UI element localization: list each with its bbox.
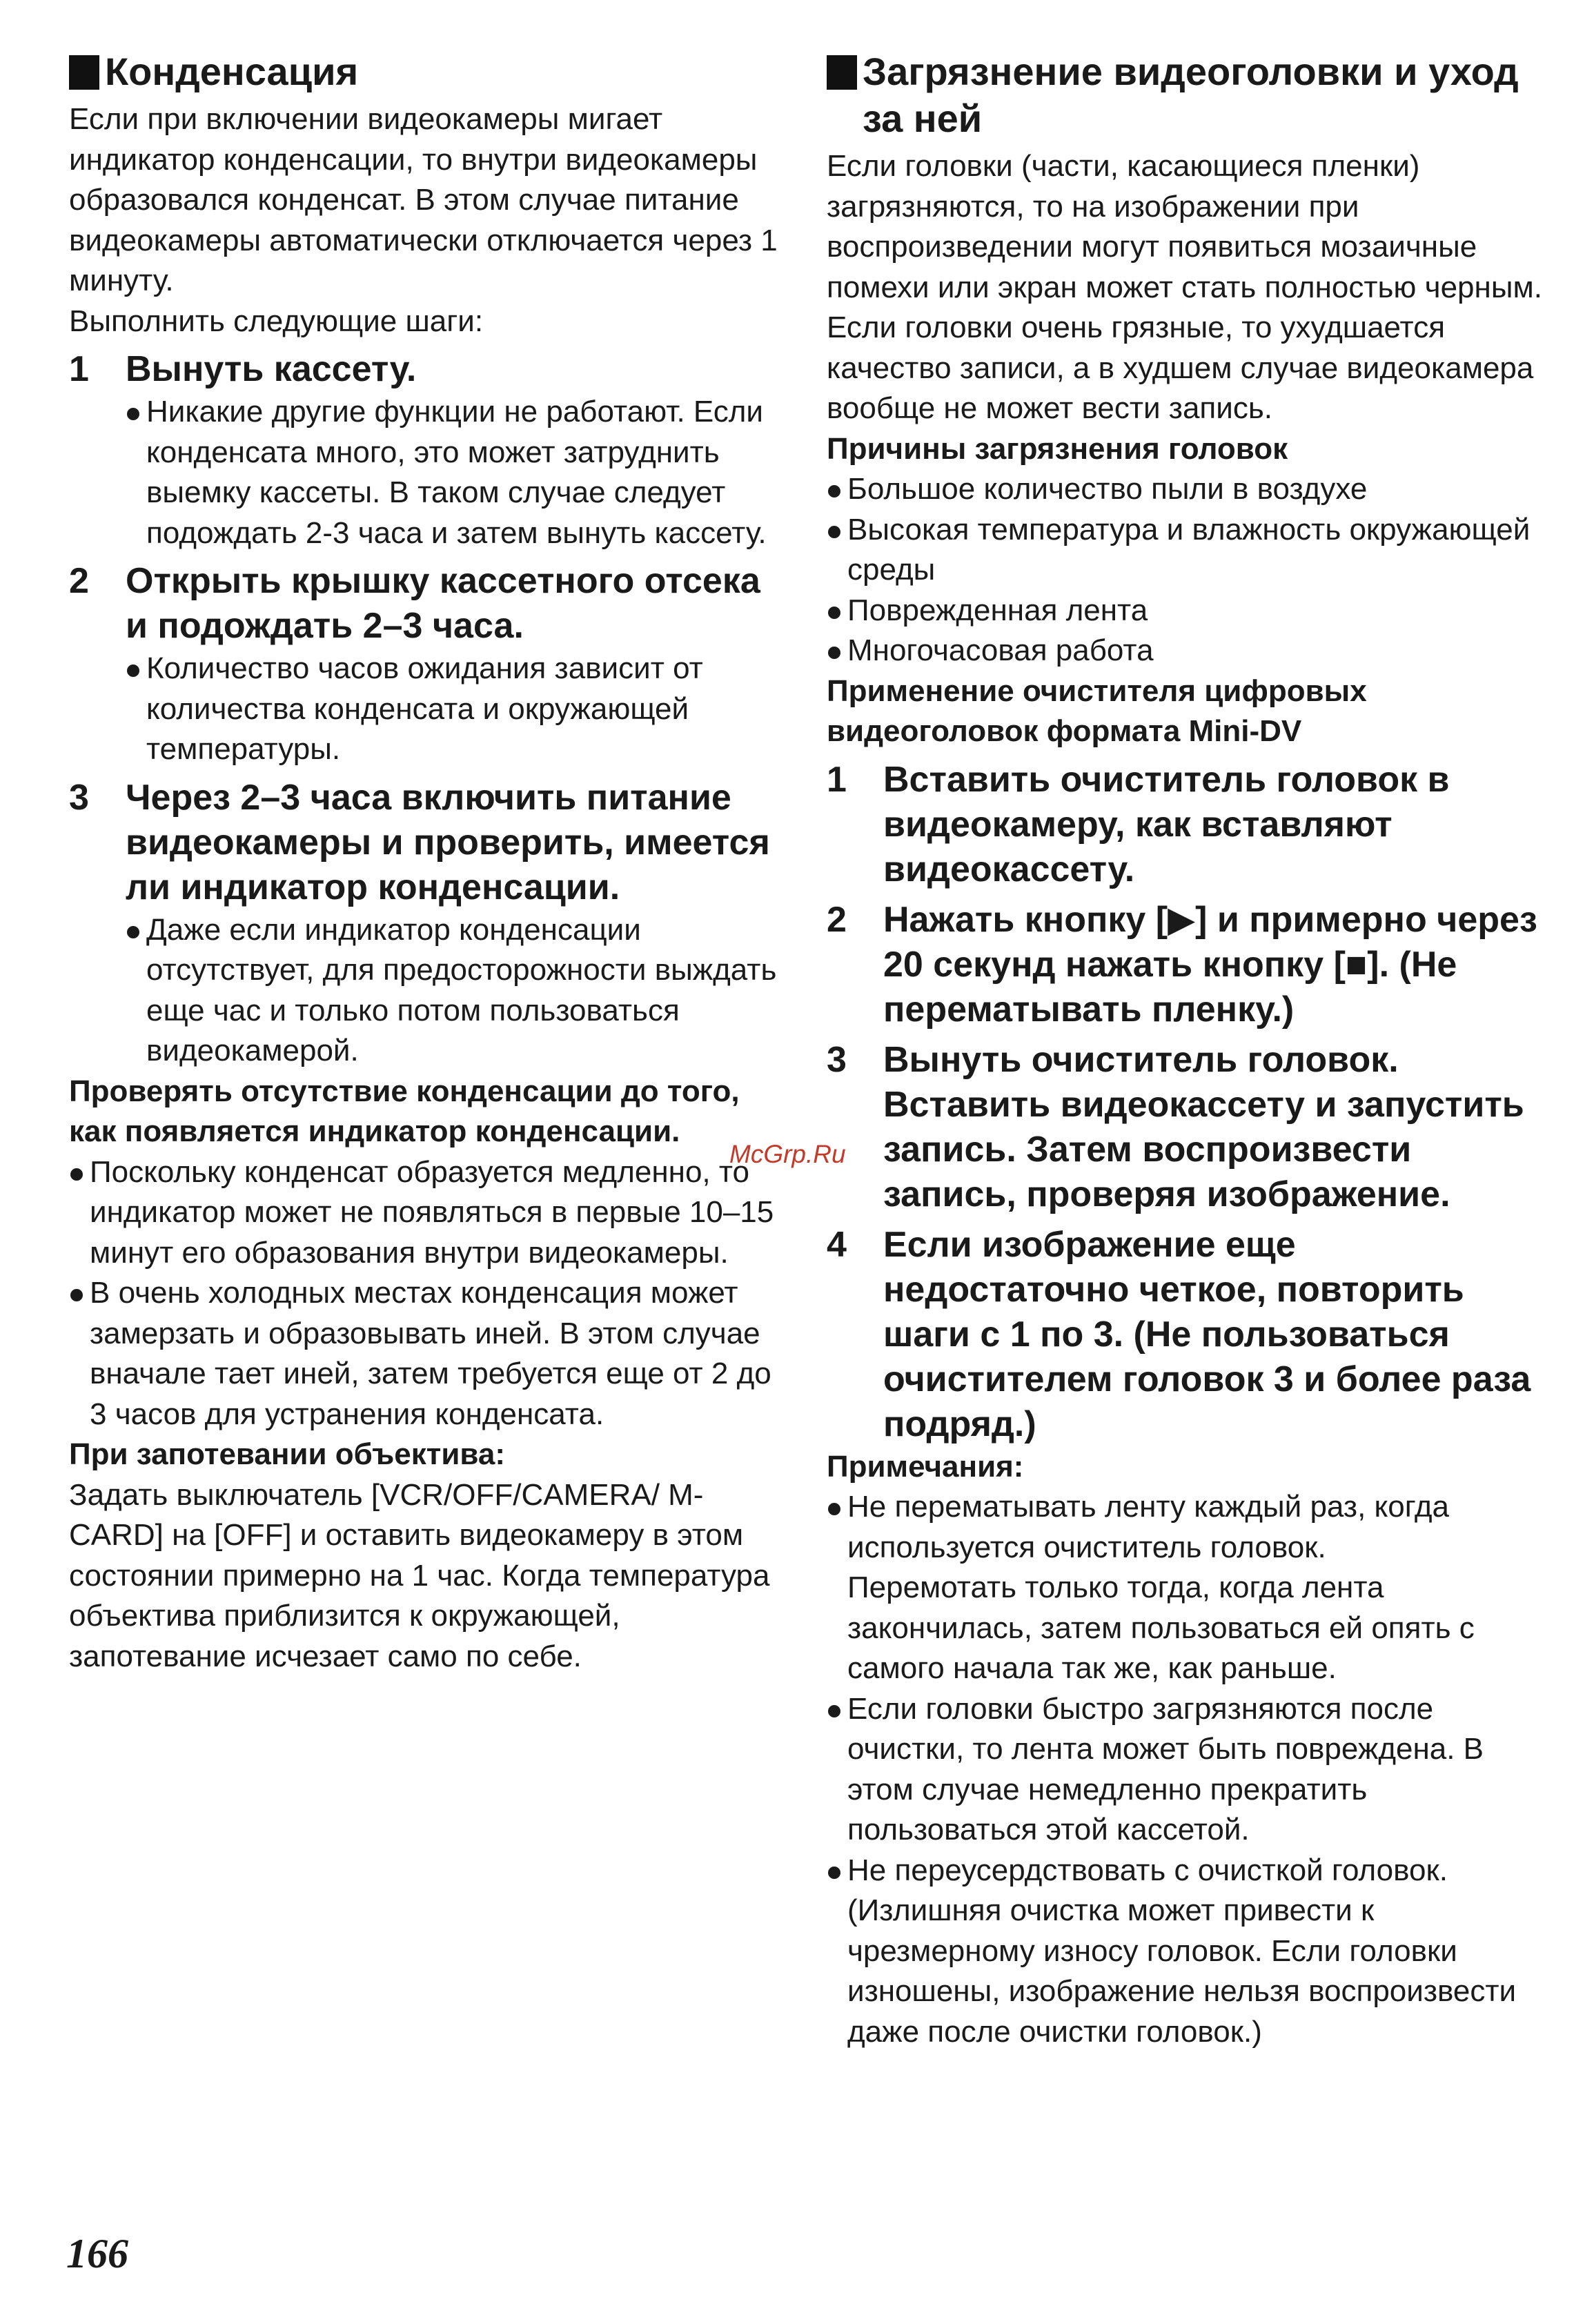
step-title: Открыть крышку кассетного отсека и подождать 2–3 часа. (126, 561, 760, 646)
head-cleaning-intro: Если головки (части, касающиеся пленки) загрязняются, то на изображении при воспроизведении могут появиться мозаичные помехи или экран может стать полностью черным. Если головки очень грязные, то ухудшается качество записи, а в худшем случае видеокамера вообще не может вести запись. (827, 149, 1542, 425)
condensation-intro-steps: Выполнить следующие шаги: (69, 304, 484, 338)
step-bullets (126, 392, 787, 553)
step-bullets (126, 910, 787, 1072)
bullet-item: В очень холодных местах конденсация может замерзать и образовывать иней. В этом случае вначале тает иней, затем требуется еще от 2 до 3 часов для устранения конденсата. (69, 1273, 787, 1435)
bullet-item: Многочасовая работа (827, 631, 1544, 671)
note-text: Не переусердствовать с очисткой головок. (847, 1853, 1448, 1887)
page-number: 166 (66, 2231, 128, 2276)
right-column (827, 48, 1544, 2052)
cleaner-heading: Применение очистителя цифровых видеоголовок формата Mini-DV (827, 673, 1367, 748)
step-number: 1 (69, 349, 89, 389)
step-number: 1 (827, 759, 847, 800)
notes-heading: Примечания: (827, 1449, 1024, 1484)
section-title-head-cleaning (827, 48, 1544, 142)
note-text: Не перематывать ленту каждый раз, когда используется очиститель головок. (847, 1490, 1449, 1564)
bullet-item: Количество часов ожидания зависит от количества конденсата и окружающей температуры. (126, 649, 787, 770)
condensation-intro: Если при включении видеокамеры мигает индикатор конденсации, то внутри видеокамеры образовался конденсат. В этом случае питание видеокамеры автоматически отключается через 1 минуту. (69, 102, 778, 297)
cleaning-step (827, 898, 1544, 1032)
step-title: Через 2–3 часа включить питание видеокамеры и проверить, имеется ли индикатор конденсации. (126, 777, 770, 907)
section-title-condensation (69, 48, 787, 95)
bullet-item: Поскольку конденсат образуется медленно, то индикатор может не появляться в первые 10–15 минут его образования внутри видеокамеры. (69, 1152, 787, 1274)
causes-list (827, 469, 1544, 671)
cleaning-step (827, 1223, 1544, 1447)
note-item (827, 1851, 1544, 2053)
note-item (827, 1487, 1544, 1689)
lens-fog-text: Задать выключатель [VCR/OFF/CAMERA/ M-CARD] на [OFF] и оставить видеокамеру в этом состоянии примерно на 1 час. Когда температура объектива приблизится к окружающей, запотевание исчезает само по себе. (69, 1477, 770, 1673)
step-title: Вынуть кассету. (126, 349, 417, 389)
bullet-item: Никакие другие функции не работают. Если конденсата много, это может затруднить выемку кассеты. В таком случае следует подождать 2-3 часа и затем вынуть кассету. (126, 392, 787, 553)
condensation-step (69, 347, 787, 392)
step-number: 4 (827, 1224, 847, 1265)
bullet-item: Большое количество пыли в воздухе (827, 469, 1544, 510)
step-bullets (126, 649, 787, 770)
note-text-continued: (Излишняя очистка может привести к чрезмерному износу головок. Если головки изношены, изображение нельзя воспроизвести даже после очистки головок.) (847, 1893, 1517, 2049)
watermark: McGrp.Ru (729, 1140, 846, 1168)
bullet-item: Поврежденная лента (827, 591, 1544, 631)
bullet-item: Высокая температура и влажность окружающей среды (827, 510, 1544, 591)
notes-list (827, 1487, 1544, 2052)
condensation-step (69, 559, 787, 649)
step-title: Вынуть очиститель головок. Вставить видеокассету и запустить запись. Затем воспроизвести запись, проверяя изображение. (883, 1039, 1524, 1214)
cleaning-step (827, 758, 1544, 892)
note-text: Если головки быстро загрязняются после очистки, то лента может быть повреждена. В этом случае немедленно прекратить пользоваться этой кассетой. (847, 1691, 1484, 1847)
note-item (827, 1689, 1544, 1851)
step-number: 2 (69, 561, 89, 601)
step-number: 3 (69, 777, 89, 818)
lens-fog-heading: При запотевании объектива: (69, 1437, 505, 1471)
left-column (69, 48, 787, 1677)
condensation-step (69, 776, 787, 910)
step-number: 2 (827, 899, 847, 940)
bullet-item: Даже если индикатор конденсации отсутствует, для предосторожности выждать еще час и только потом пользоваться видеокамерой. (126, 910, 787, 1072)
section-marker-icon (69, 55, 99, 90)
step-title: Если изображение еще недостаточно четкое, повторить шаги с 1 по 3. (Не пользоваться очистителем головок 3 и более раза подряд.) (883, 1224, 1531, 1444)
cleaning-step (827, 1038, 1544, 1217)
section-title-text: Конденсация (105, 50, 359, 93)
section-marker-icon (827, 55, 857, 90)
step-title: Нажать кнопку [▶] и примерно через 20 секунд нажать кнопку [■]. (Не перематывать пленку.) (883, 899, 1537, 1030)
section-title-text: Загрязнение видеоголовки и уход за ней (863, 50, 1519, 140)
check-bullets (69, 1152, 787, 1435)
step-title: Вставить очиститель головок в видеокамеру, как вставляют видеокассету. (883, 759, 1450, 889)
note-text-continued: Перемотать только тогда, когда лента закончилась, затем пользоваться ей опять с самого начала так же, как раньше. (847, 1570, 1475, 1685)
step-number: 3 (827, 1039, 847, 1080)
causes-heading: Причины загрязнения головок (827, 431, 1288, 466)
check-heading: Проверять отсутствие конденсации до того, как появляется индикатор конденсации. (69, 1074, 740, 1148)
